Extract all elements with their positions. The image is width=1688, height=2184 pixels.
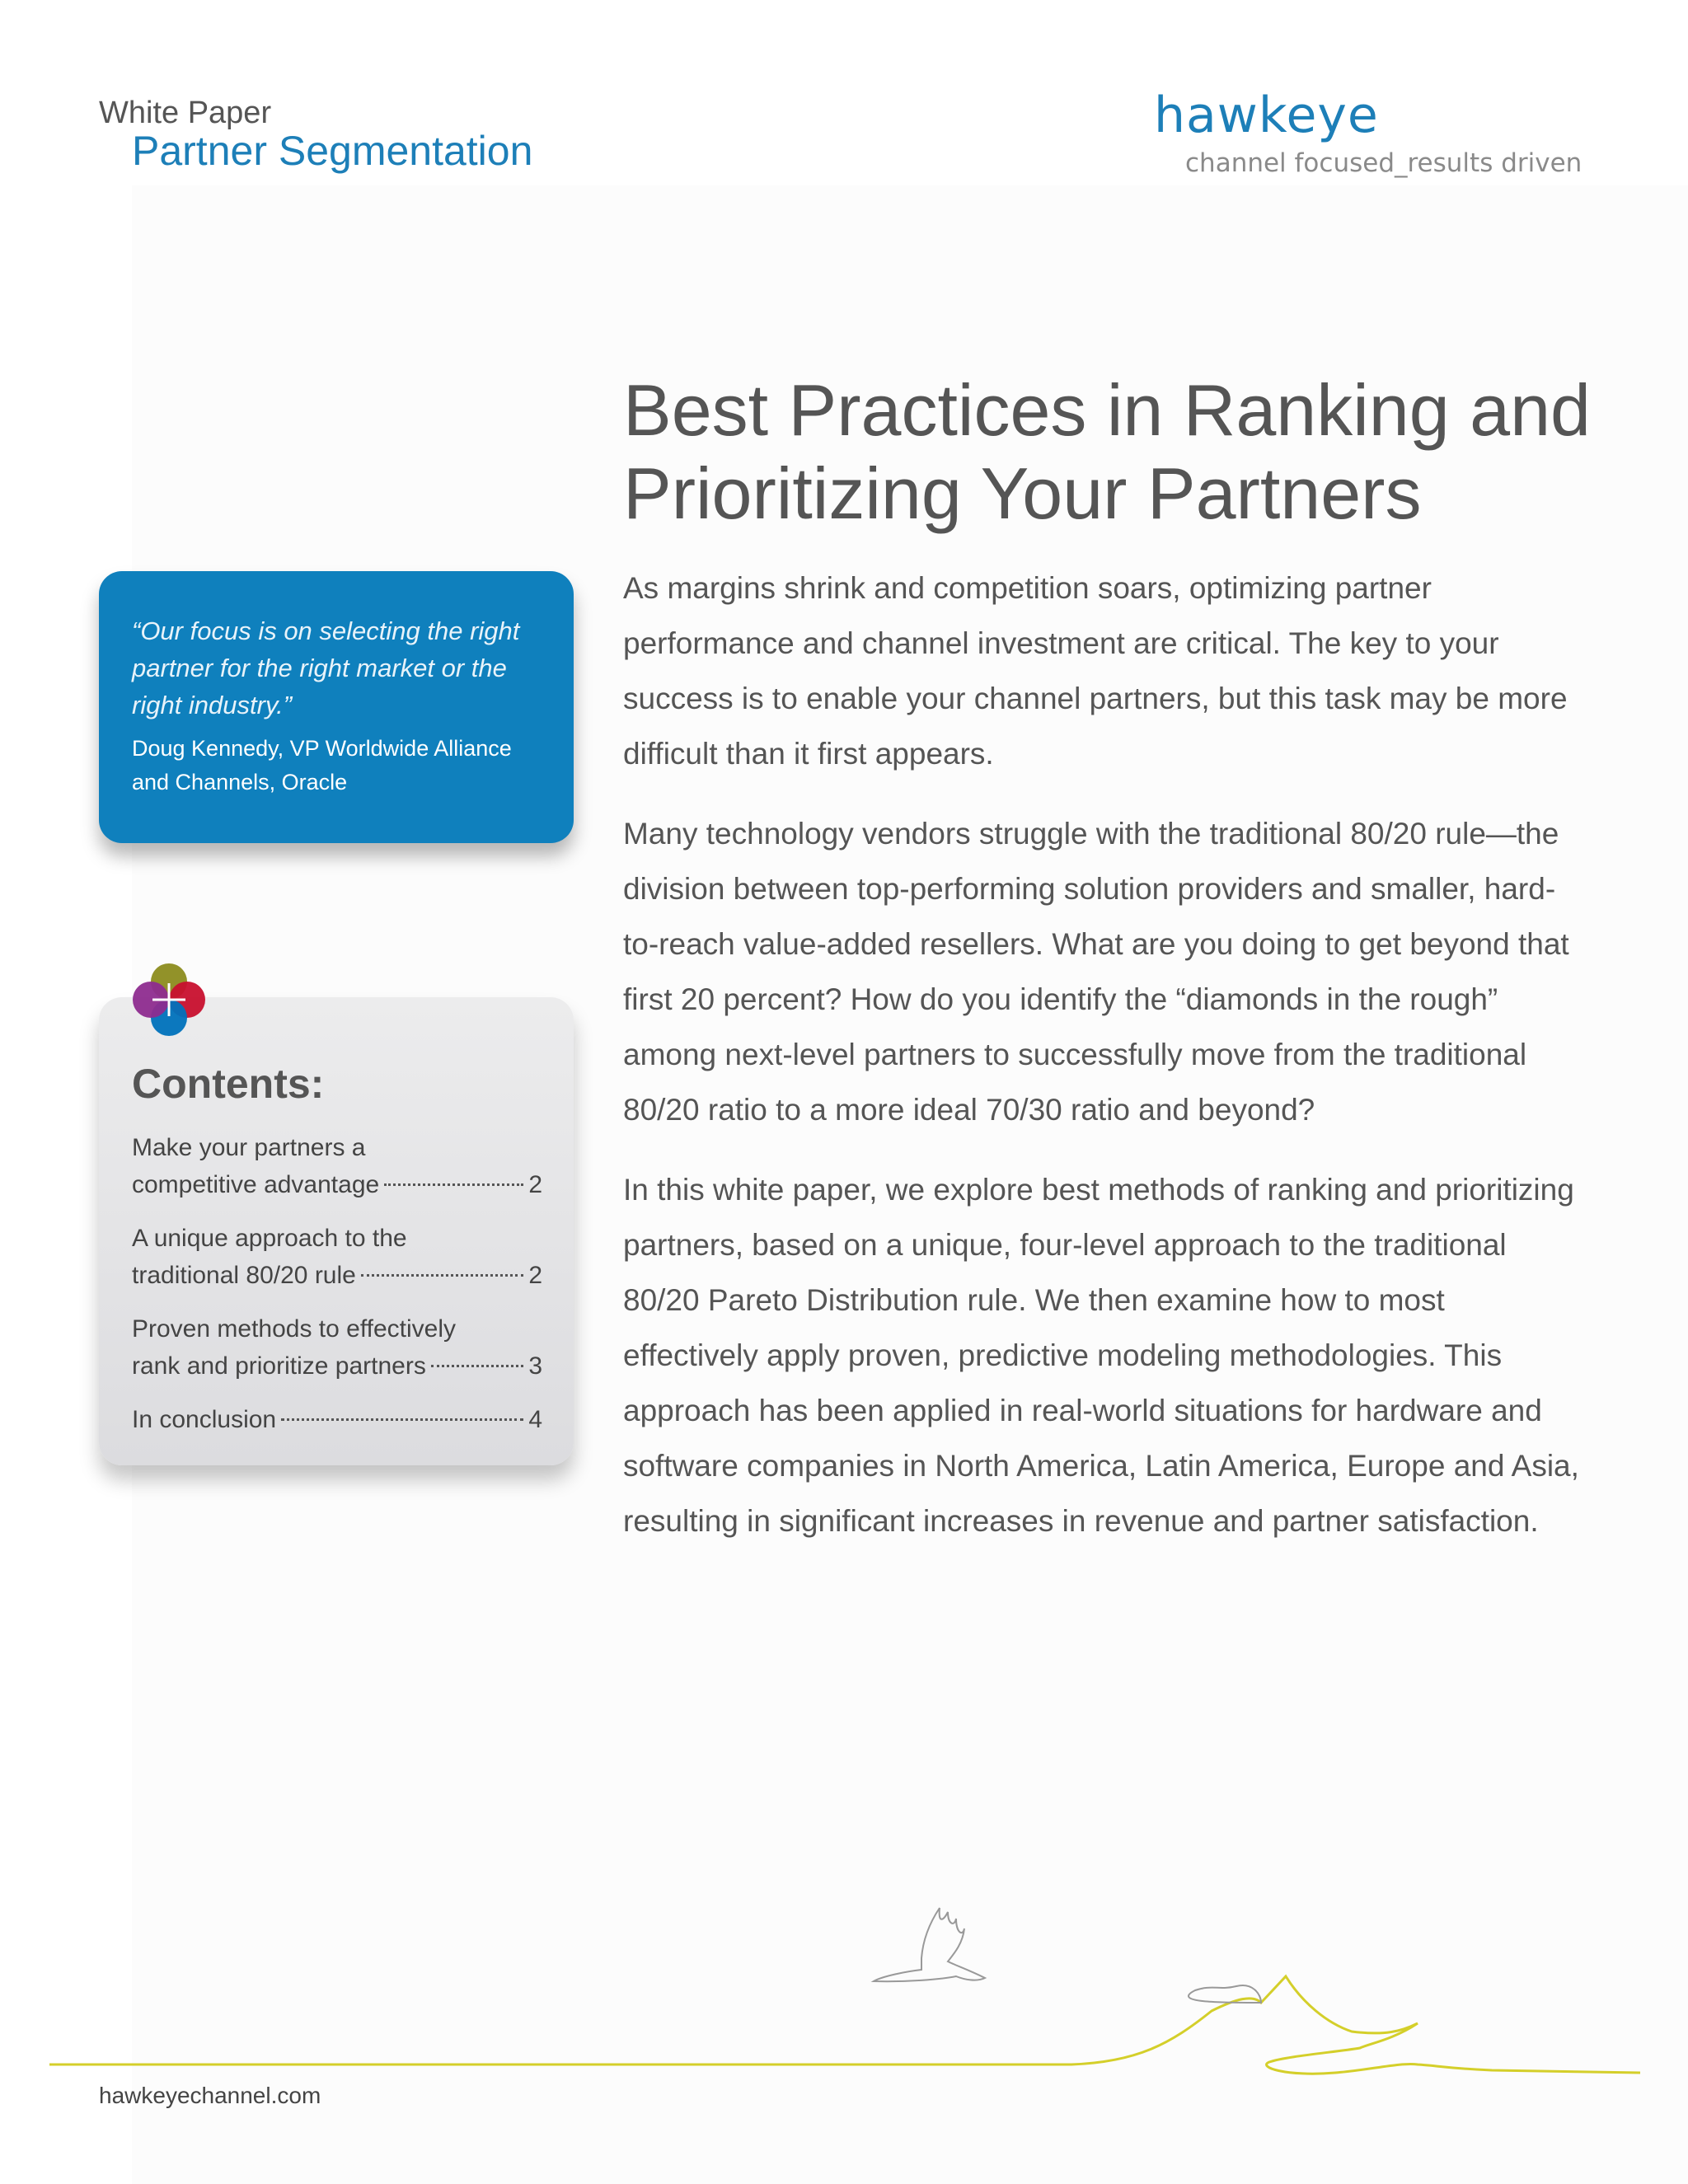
main-title <box>623 368 1612 535</box>
quote-callout <box>99 571 574 843</box>
toc-item-title-line-1: A unique approach to the <box>132 1225 407 1252</box>
body-text <box>623 560 1587 1573</box>
body-paragraph-1: As margins shrink and competition soars, optimizing partner performance and channel investment are critical. The key to your success is to enable your channel partners, but this task may be more difficult than it first appears. <box>623 571 1568 771</box>
body-paragraph-3: In this white paper, we explore best methods of ranking and prioritizing partners, based on a unique, four-level approach to the traditional 80/20 Pareto Distribution rule. We then examine how to most effectively apply proven, predictive modeling methodologies. This approach has been applied in real-world situations for hardware and software companies in North America, Latin America, Europe and Asia, resulting in significant increases in revenue and partner satisfaction. <box>623 1173 1579 1538</box>
document-topic-title: Partner Segmentation <box>132 128 533 174</box>
toc-item-title-line-2: rank and prioritize partners <box>132 1352 426 1380</box>
toc-page-number: 2 <box>528 1262 542 1289</box>
toc-page-number: 3 <box>528 1352 542 1380</box>
main-title-line-1: Best Practices in Ranking and <box>623 368 1591 451</box>
toc-item[interactable] <box>132 1220 542 1294</box>
toc-item[interactable] <box>132 1401 542 1438</box>
toc-item-title-line-2: traditional 80/20 rule <box>132 1262 356 1289</box>
toc-page-number: 4 <box>528 1406 542 1433</box>
four-circle-color-icon <box>128 958 210 1041</box>
contents-heading: Contents: <box>132 1061 325 1107</box>
toc-page-number: 2 <box>528 1171 542 1198</box>
toc-leader-dots <box>361 1274 523 1277</box>
toc-item[interactable] <box>132 1129 542 1203</box>
body-paragraph-2: Many technology vendors struggle with the traditional 80/20 rule—the division between top-performing solution providers and smaller, hard-to-reach value-added resellers. What are you doing to get beyond that first 20 percent? How do you identify the “diamonds in the rough” among next-level partners to successfully move from the traditional 80/20 ratio to a more ideal 70/30 ratio and beyond? <box>623 817 1569 1127</box>
toc-item[interactable] <box>132 1310 542 1385</box>
logo-tagline: channel focused_results driven <box>1185 148 1582 178</box>
quote-text: “Our focus is on selecting the right partner for the right market or the right industry.” <box>132 616 520 719</box>
main-title-line-2: Prioritizing Your Partners <box>623 452 1422 534</box>
quote-attribution: Doug Kennedy, VP Worldwide Alliance and Channels, Oracle <box>132 736 512 794</box>
hawkeye-logo: hawkeye <box>1154 87 1379 144</box>
toc-item-title-line-1: Make your partners a <box>132 1134 366 1161</box>
toc-leader-dots <box>384 1183 523 1186</box>
toc-item-title-line-2: competitive advantage <box>132 1171 380 1198</box>
toc-leader-dots <box>281 1418 523 1421</box>
toc-item-title-line-1: Proven methods to effectively <box>132 1315 456 1343</box>
footer-website-url: hawkeyechannel.com <box>99 2083 321 2108</box>
toc-leader-dots <box>431 1365 523 1367</box>
document-type-label: White Paper <box>99 96 272 130</box>
contents-panel <box>99 997 574 1465</box>
toc-item-title: In conclusion <box>132 1406 277 1433</box>
